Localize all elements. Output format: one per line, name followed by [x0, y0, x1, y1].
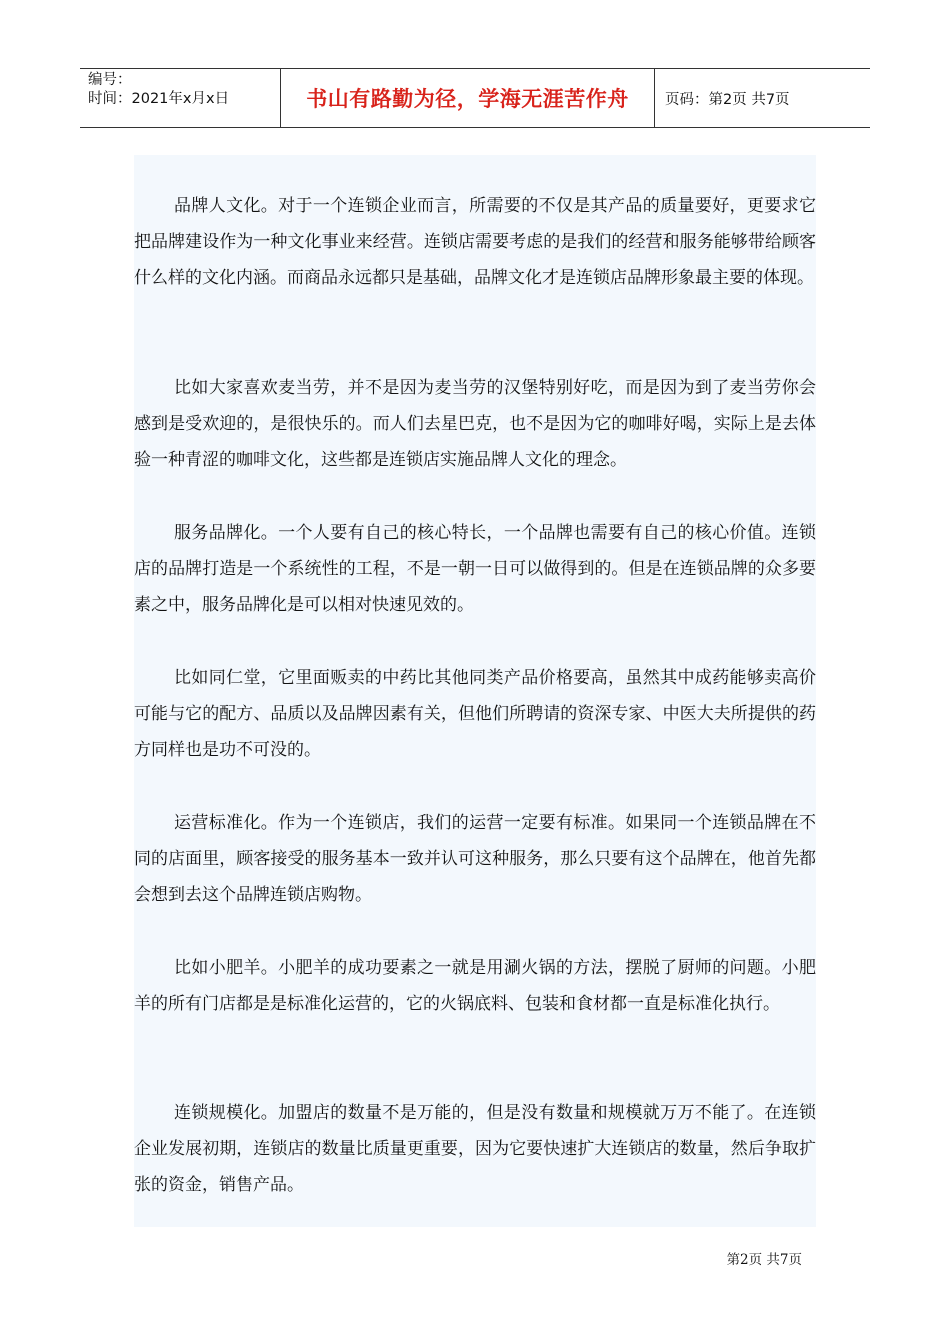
paragraph: 比如小肥羊。小肥羊的成功要素之一就是用涮火锅的方法，摆脱了厨师的问题。小肥羊的所有门店都是是标准化运营的，它的火锅底料、包装和食材都一直是标准化执行。 [134, 958, 816, 1014]
document-time-label: 时间：2021年x月x日 [88, 91, 230, 107]
page-footer: 第2页 共7页 [726, 1252, 802, 1268]
paragraph: 连锁规模化。加盟店的数量不是万能的，但是没有数量和规模就万万不能了。在连锁企业发展初期，连锁店的数量比质量更重要，因为它要快速扩大连锁店的数量，然后争取扩张的资金，销售产品。 [134, 1103, 816, 1195]
paragraph: 比如同仁堂，它里面贩卖的中药比其他同类产品价格要高，虽然其中成药能够卖高价可能与它的配方、品质以及品牌因素有关，但他们所聘请的资深专家、中医大夫所提供的药方同样也是功不可没的。 [134, 668, 816, 760]
paragraph: 运营标准化。作为一个连锁店，我们的运营一定要有标准。如果同一个连锁品牌在不同的店面里，顾客接受的服务基本一致并认可这种服务，那么只要有这个品牌在，他首先都会想到去这个品牌连锁店购物。 [134, 813, 816, 905]
header-motto: 书山有路勤为径，学海无涯苦作舟 [281, 69, 655, 127]
paragraph: 服务品牌化。一个人要有自己的核心特长，一个品牌也需要有自己的核心价值。连锁店的品牌打造是一个系统性的工程，不是一朝一日可以做得到的。但是在连锁品牌的众多要素之中，服务品牌化是可以相对快速见效的。 [134, 523, 816, 615]
document-body [134, 155, 816, 1227]
header-meta [80, 69, 281, 127]
paragraph: 比如大家喜欢麦当劳，并不是因为麦当劳的汉堡特别好吃，而是因为到了麦当劳你会感到是受欢迎的，是很快乐的。而人们去星巴克，也不是因为它的咖啡好喝，实际上是去体验一种青涩的咖啡文化，这些都是连锁店实施品牌人文化的理念。 [134, 378, 816, 470]
header-page-code: 页码：第2页 共7页 [665, 91, 790, 108]
paragraph: 品牌人文化。对于一个连锁企业而言，所需要的不仅是其产品的质量要好，更要求它把品牌建设作为一种文化事业来经营。连锁店需要考虑的是我们的经营和服务能够带给顾客什么样的文化内涵。而商品永远都只是基础，品牌文化才是连锁店品牌形象最主要的体现。 [134, 196, 816, 288]
document-number-label: 编号： [88, 72, 132, 88]
page-header [80, 68, 870, 128]
